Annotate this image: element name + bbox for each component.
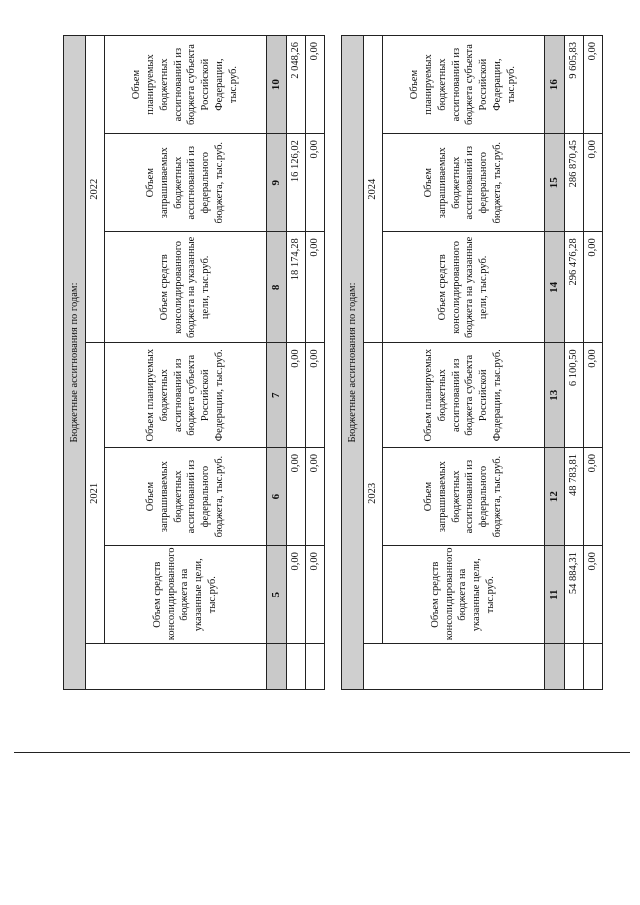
col-number: 10 (266, 36, 286, 134)
table-cell: 0,00 (305, 232, 324, 343)
header-federal: Объем запрашиваемых бюджетных ассигнований из федерального бюджета, тыс.руб. (104, 134, 266, 232)
header-consolidated: Объем средств консолидированного бюджета на указанные цели, тыс.руб. (104, 232, 266, 343)
year-header-2021: 2021 (86, 343, 105, 644)
col-number: 6 (266, 448, 286, 546)
col-number-empty (544, 644, 564, 690)
table-cell: 9 605,83 (564, 36, 583, 134)
table-cell: 0,00 (583, 232, 602, 343)
table-cell: 286 870,45 (564, 134, 583, 232)
table-cell: 0,00 (583, 36, 602, 134)
header-federal: Объем запрашиваемых бюджетных ассигнований из федерального бюджета, тыс.руб. (382, 448, 544, 546)
table-cell: 0,00 (286, 546, 305, 644)
header-consolidated: Объем средств консолидированного бюджета на указанные цели, тыс.руб. (382, 232, 544, 343)
table-cell: 0,00 (305, 448, 324, 546)
year-header-2024: 2024 (364, 36, 383, 343)
table-row (583, 36, 602, 690)
budget-table-2021-2022 (63, 35, 319, 690)
col-number: 13 (544, 343, 564, 448)
header-federal: Объем запрашиваемых бюджетных ассигнований из федерального бюджета, тыс.руб. (104, 448, 266, 546)
table-cell: 18 174,28 (286, 232, 305, 343)
band-title: Бюджетные ассигнования по годам: (342, 36, 364, 690)
table-cell: 0,00 (286, 343, 305, 448)
header-federal: Объем запрашиваемых бюджетных ассигнований из федерального бюджета, тыс.руб. (382, 134, 544, 232)
table-cell: 0,00 (583, 546, 602, 644)
page-divider (14, 752, 630, 753)
year-header-2022: 2022 (86, 36, 105, 343)
header-regional: Объем планируемых бюджетных ассигнований из бюджета субъекта Российской Федерации, тыс.руб. (104, 343, 266, 448)
table-cell: 296 476,28 (564, 232, 583, 343)
table-cell: 48 783,81 (564, 448, 583, 546)
table-cell: 0,00 (583, 134, 602, 232)
table-cell: 0,00 (305, 134, 324, 232)
table-cell: 0,00 (305, 343, 324, 448)
table-cell: 0,00 (583, 448, 602, 546)
col-number: 16 (544, 36, 564, 134)
col-number-empty (266, 644, 286, 690)
header-consolidated: Объем средств консолидированного бюджета на указанные цели, тыс.руб. (382, 546, 544, 644)
header-regional: Объем планируемых бюджетных ассигнований из бюджета субъекта Российской Федерации, тыс.руб. (382, 36, 544, 134)
budget-table-2023-2024 (341, 35, 597, 690)
year-header-2023: 2023 (364, 343, 383, 644)
table-cell: 2 048,26 (286, 36, 305, 134)
table-cell: 54 884,31 (564, 546, 583, 644)
header-regional: Объем планируемых бюджетных ассигнований из бюджета субъекта Российской Федерации, тыс.руб. (382, 343, 544, 448)
table-row (564, 36, 583, 690)
col-number: 15 (544, 134, 564, 232)
table-cell: 6 100,50 (564, 343, 583, 448)
col-number: 5 (266, 546, 286, 644)
header-regional: Объем планируемых бюджетных ассигнований из бюджета субъекта Российской Федерации, тыс.руб. (104, 36, 266, 134)
table-cell: 0,00 (583, 343, 602, 448)
band-title: Бюджетные ассигнования по годам: (64, 36, 86, 690)
col-number: 11 (544, 546, 564, 644)
table-cell: 0,00 (305, 546, 324, 644)
table-row (286, 36, 305, 690)
table-cell: 0,00 (305, 36, 324, 134)
left-empty-cell (86, 644, 267, 690)
col-number: 9 (266, 134, 286, 232)
col-number: 12 (544, 448, 564, 546)
table-cell: 16 126,02 (286, 134, 305, 232)
table-row (305, 36, 324, 690)
col-number: 8 (266, 232, 286, 343)
col-number: 7 (266, 343, 286, 448)
col-number: 14 (544, 232, 564, 343)
left-empty-cell (364, 644, 545, 690)
header-consolidated: Объем средств консолидированного бюджета на указанные цели, тыс.руб. (104, 546, 266, 644)
table-cell: 0,00 (286, 448, 305, 546)
